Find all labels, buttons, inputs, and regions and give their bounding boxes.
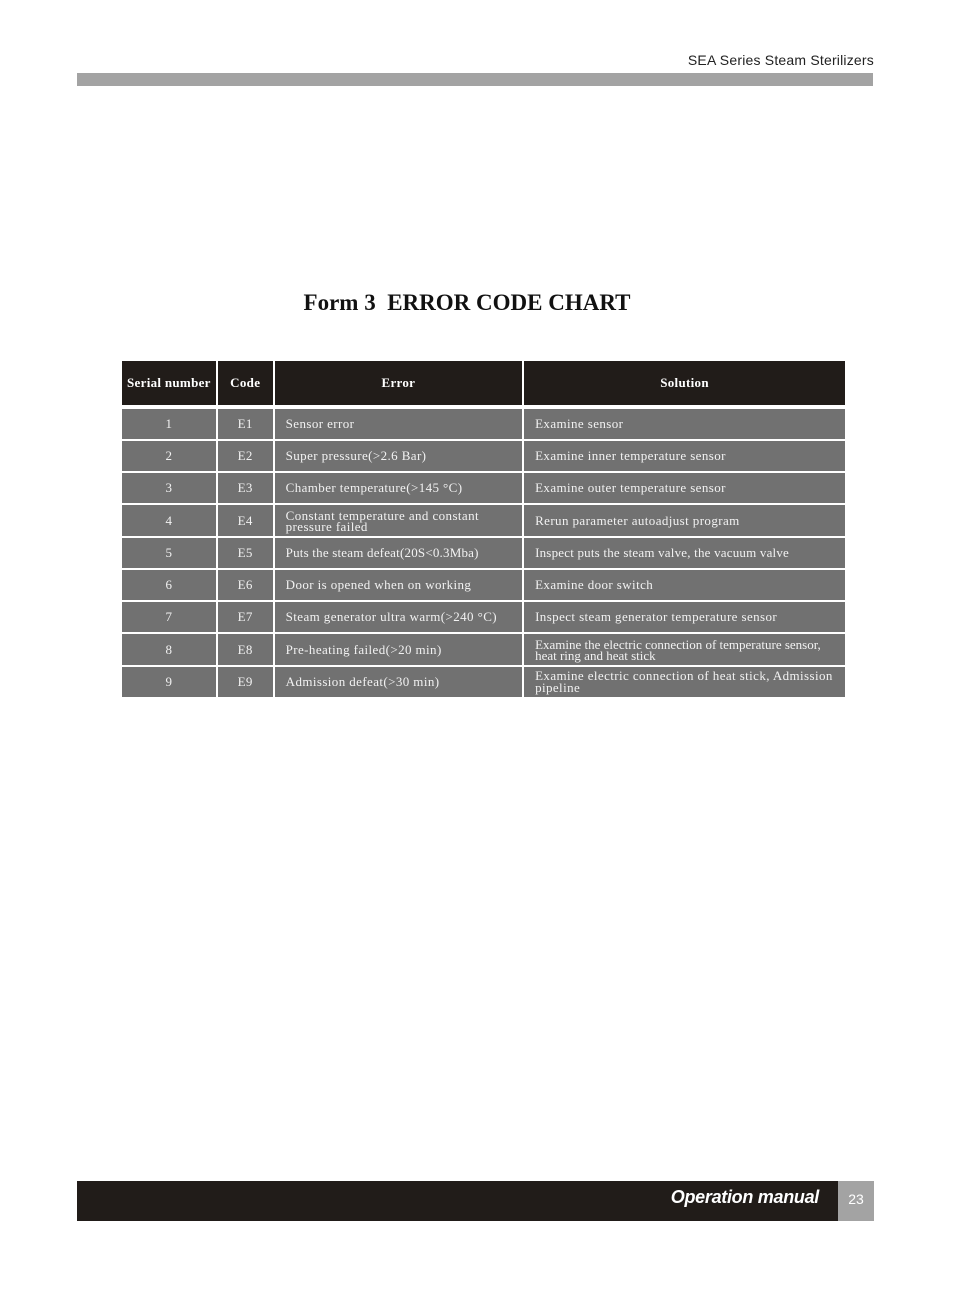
cell-solution: Examine outer temperature sensor — [524, 473, 845, 503]
table-row — [122, 409, 845, 439]
cell-solution: Rerun parameter autoadjust program — [524, 505, 845, 536]
cell-error: Super pressure(>2.6 Bar) — [275, 441, 522, 471]
cell-code: E3 — [218, 473, 273, 503]
cell-code: E6 — [218, 570, 273, 600]
cell-error: Pre-heating failed(>20 min) — [275, 634, 522, 665]
column-header-code: Code — [218, 361, 273, 405]
cell-serial: 9 — [122, 667, 216, 697]
cell-serial: 2 — [122, 441, 216, 471]
footer-label: Operation manual — [670, 1187, 819, 1207]
cell-solution: Examine the electric connection of temperature sensor, heat ring and heat stick — [524, 634, 845, 665]
table-row — [122, 667, 845, 697]
table-row — [122, 441, 845, 471]
cell-code: E2 — [218, 441, 273, 471]
cell-code: E9 — [218, 667, 273, 697]
page-number: 23 — [838, 1181, 874, 1221]
cell-serial: 3 — [122, 473, 216, 503]
cell-error: Admission defeat(>30 min) — [275, 667, 522, 697]
cell-solution: Inspect steam generator temperature sensor — [524, 602, 845, 632]
table-row — [122, 634, 845, 665]
cell-error: Door is opened when on working — [275, 570, 522, 600]
table-row — [122, 538, 845, 568]
cell-error: Sensor error — [275, 409, 522, 439]
cell-serial: 6 — [122, 570, 216, 600]
cell-code: E1 — [218, 409, 273, 439]
cell-code: E8 — [218, 634, 273, 665]
page-title: Form 3 ERROR CODE CHART — [303, 290, 631, 315]
cell-code: E4 — [218, 505, 273, 536]
table-row — [122, 570, 845, 600]
cell-error: Chamber temperature(>145 °C) — [275, 473, 522, 503]
cell-code: E5 — [218, 538, 273, 568]
column-header-solution: Solution — [524, 361, 845, 405]
cell-error: Steam generator ultra warm(>240 °C) — [275, 602, 522, 632]
table-row — [122, 473, 845, 503]
cell-solution: Examine electric connection of heat stick, Admission pipeline — [524, 667, 845, 697]
cell-serial: 7 — [122, 602, 216, 632]
cell-code: E7 — [218, 602, 273, 632]
cell-error: Constant temperature and constant pressure failed — [275, 505, 522, 536]
column-header-error: Error — [275, 361, 522, 405]
table-row — [122, 602, 845, 632]
table-header-row — [122, 361, 845, 405]
cell-serial: 8 — [122, 634, 216, 665]
cell-serial: 5 — [122, 538, 216, 568]
cell-solution: Examine inner temperature sensor — [524, 441, 845, 471]
cell-error: Puts the steam defeat(20S<0.3Mba) — [275, 538, 522, 568]
cell-solution: Inspect puts the steam valve, the vacuum valve — [524, 538, 845, 568]
running-header: SEA Series Steam Sterilizers — [687, 52, 874, 68]
column-header-serial: Serial number — [122, 361, 216, 405]
error-code-table — [120, 359, 847, 699]
header-rule — [77, 73, 873, 86]
cell-solution: Examine sensor — [524, 409, 845, 439]
table-row — [122, 505, 845, 536]
cell-solution: Examine door switch — [524, 570, 845, 600]
cell-serial: 4 — [122, 505, 216, 536]
cell-serial: 1 — [122, 409, 216, 439]
